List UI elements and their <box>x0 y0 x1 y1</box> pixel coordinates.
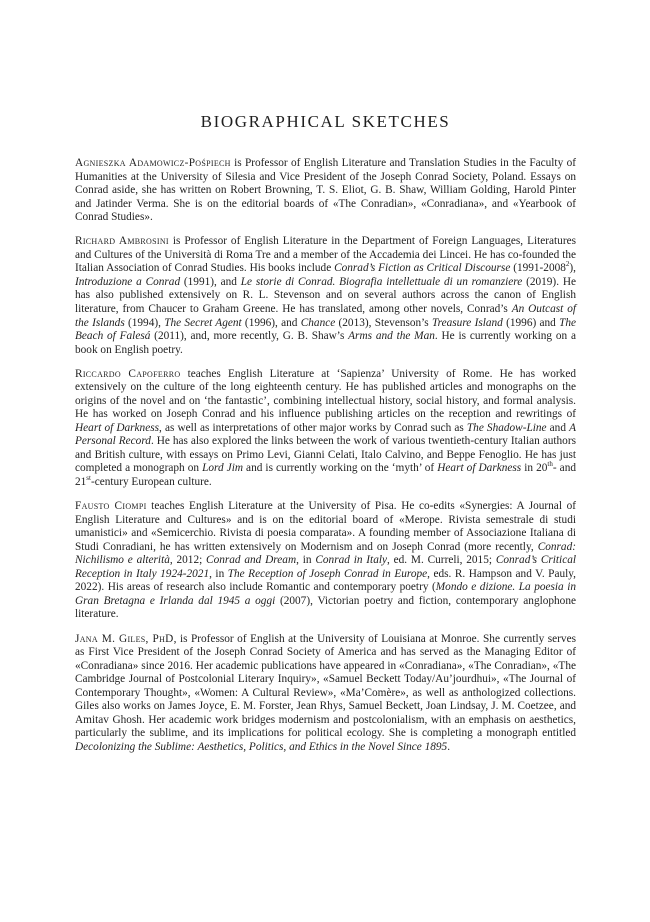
book-title: A Personal Record <box>75 421 576 448</box>
biography-text: (2011), and, more recently, G. B. Shaw’s <box>150 330 349 343</box>
biography-text: (1991), and <box>180 275 241 288</box>
edition-superscript: 2 <box>565 260 570 269</box>
author-name: Fausto Ciompi <box>75 500 147 513</box>
biography-text: (2007), Victorian poetry and fiction, contemporary anglophone literature. <box>75 594 576 621</box>
book-title: Introduzione a Conrad <box>75 275 181 288</box>
book-title: Decolonizing the Sublime: Aesthetics, Politics, and Ethics in the Novel Since 1895 <box>75 740 448 753</box>
biography-text: . He has also explored the links between the work of various twentieth-century Italian authors and British culture, with essays on Primo Levi, Gianni Celati, Italo Calvino, and Beppe Fenoglio. He has just completed a monograph on <box>75 435 576 475</box>
biography-text: teaches English Literature at the University of Pisa. He co-edits «Synergies: A Journal of English Literature and Cultures» and is on the editorial board of «Merope. Rivista semestrale di studi umanistici» and «Semicerchio. Rivista di poesia comparata». A founding member of Associazione Italiana di Studi Conradiani, he has written extensively on Modernism and on Joseph Conrad (more recently, <box>75 500 576 553</box>
biography-list <box>75 157 576 754</box>
biography-text: , 2012; <box>169 554 207 567</box>
book-title: Arms and the Man <box>348 330 435 343</box>
page-title: BIOGRAPHICAL SKETCHES <box>200 112 451 131</box>
biography-entry-adamowicz-pospiech <box>75 157 576 225</box>
author-name: Richard Ambrosini <box>75 235 169 248</box>
author-name: Riccardo Capoferro <box>75 367 181 380</box>
biography-text: . <box>447 740 451 753</box>
biography-text: and is currently working on the ‘myth’ of <box>243 462 438 475</box>
book-title: The Shadow-Line <box>466 421 547 434</box>
book-title: Mondo e dizione. La poesia in Gran Bretagna e Irlanda dal 1945 a oggi <box>75 581 577 607</box>
biography-text: , ed. M. Curreli, 2015; <box>387 554 496 567</box>
book-title: Heart of Darkness <box>75 421 160 434</box>
biography-text: , eds. R. Hampson and V. Pauly, 2022). His areas of research also include Romantic and contemporary poetry ( <box>75 567 576 594</box>
author-name: Jana M. Giles, PhD <box>75 632 174 645</box>
book-title: The Beach of Falesá <box>75 316 577 343</box>
biography-entry-giles <box>75 633 576 755</box>
book-title: Conrad and Dream <box>206 554 297 567</box>
book-title: Conrad: Nichilismo e alterità <box>75 540 576 567</box>
biography-text: is Professor of English Literature in the Department of Foreign Languages, Literatures and Cultures of the Università di Roma Tre and a member of the Accademia dei Lincei. He has co-founded the Italian Association of Conrad Studies. His books include <box>75 235 576 275</box>
biography-text: (1996) and <box>502 316 560 329</box>
biography-text: in 20 <box>521 462 548 475</box>
biography-text: - and 21 <box>75 462 576 489</box>
biography-entry-ciompi <box>75 500 576 622</box>
book-title: The Secret Agent <box>164 316 242 329</box>
ordinal-superscript: th <box>547 460 553 469</box>
biography-text: , in <box>296 554 316 567</box>
book-title: Le storie di Conrad. Biografia intellettuale di un romanziere <box>240 275 523 288</box>
book-title: Heart of Darkness <box>437 462 522 475</box>
book-title: Treasure Island <box>431 316 503 329</box>
biography-text: (2019). He has also published extensively on R. L. Stevenson and on several authors across the canon of English literature, from Chaucer to Graham Greene. He has translated, among other novels, Conrad’s <box>75 275 576 315</box>
biography-text: is Professor of English Literature and Translation Studies in the Faculty of Humanities at the University of Silesia and Vice President of the Joseph Conrad Society, Poland. Essays on Conrad aside, she has written on Robert Browning, T. S. Eliot, G. B. Shaw, William Golding, Harold Pinter and Jatinder Verma. She is on the editorial boards of «The Conradian», «Conradiana», and «Yearbook of Conrad Studies». <box>75 157 576 224</box>
biography-text: (1991-2008 <box>510 262 566 275</box>
book-title: An Outcast of the Islands <box>75 302 576 329</box>
book-title: Chance <box>300 316 336 329</box>
ordinal-superscript: st <box>86 474 91 483</box>
biography-text: ), <box>569 262 576 275</box>
biography-entry-capoferro <box>75 368 576 490</box>
author-name: Agnieszka Adamowicz-Pośpiech <box>75 157 231 169</box>
book-title: Conrad’s Fiction as Critical Discourse <box>334 262 511 275</box>
biography-text: . He is currently working on a book on English poetry. <box>75 330 576 356</box>
biography-text: (1994), <box>124 316 165 329</box>
book-title: The Reception of Joseph Conrad in Europe <box>227 567 428 580</box>
biography-text: (2013), Stevenson’s <box>335 316 432 329</box>
biography-text: and <box>546 421 570 434</box>
book-title: Lord Jim <box>202 462 243 475</box>
book-title: Conrad in Italy <box>315 554 387 567</box>
biography-text: teaches English Literature at ‘Sapienza’ University of Rome. He has worked extensively on the culture of the long eighteenth century. He has published articles and monographs on the origins of the novel and on ‘the fantastic’, combining intellectual history, social history, and formal analysis. He has worked on Joseph Conrad and his influence publishing articles on the reception and rewritings of <box>75 367 576 421</box>
biography-text: (1996), and <box>241 316 301 329</box>
biography-entry-ambrosini <box>75 235 576 357</box>
biography-text: -century European culture. <box>90 476 212 489</box>
book-title: Conrad’s Critical Reception in Italy 1924-2021 <box>75 554 576 580</box>
biography-text: , in <box>209 567 228 580</box>
biography-text: , is Professor of English at the University of Louisiana at Monroe. She currently serves as First Vice President of the Joseph Conrad Society of America and has served as the Managing Editor of «Conradiana» since 2016. Her academic publications have appeared in «Conradiana», «The Conradian», «The Cambridge Journal of Postcolonial Literary Inquiry», «Samuel Beckett Today/Au’jourdhui», «The Journal of Contemporary Thought», «Women: A Cultural Review», «Ma’Comère», as well as anthologized collections. Giles also works on James Joyce, E. M. Forster, Jean Rhys, Samuel Beckett, Joan Lindsay, J. M. Coetzee, and Amitav Ghosh. Her academic work bridges modernism and postcolonialism, with an emphasis on aesthetics, particularly the sublime, and its implications for political ecology. She is completing a monograph entitled <box>75 632 576 740</box>
biography-text: , as well as interpretations of other major works by Conrad such as <box>159 421 467 434</box>
